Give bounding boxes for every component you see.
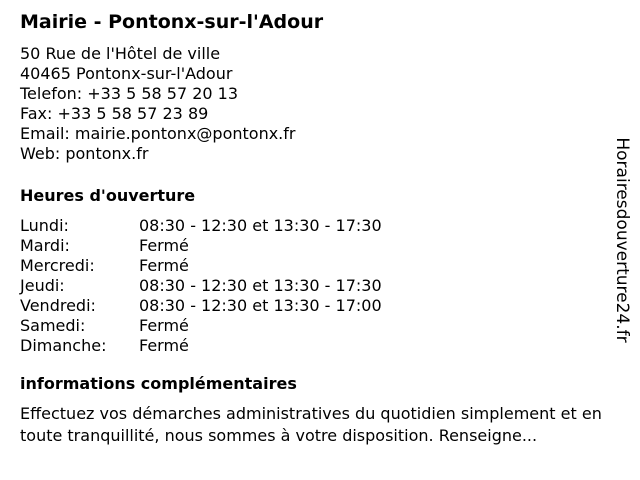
hours-time: Fermé xyxy=(139,236,189,255)
hours-row-monday xyxy=(20,216,610,236)
hours-day: Lundi: xyxy=(20,216,69,235)
hours-day: Jeudi: xyxy=(20,276,65,295)
hours-table xyxy=(20,216,610,356)
hours-row-saturday xyxy=(20,316,610,336)
email-address[interactable]: Email: mairie.pontonx@pontonx.fr xyxy=(20,124,296,143)
hours-row-friday xyxy=(20,296,610,316)
page-title: Mairie - Pontonx-sur-l'Adour xyxy=(20,11,324,33)
info-description: Effectuez vos démarches administratives du quotidien simplement et en toute tranquillité, nous sommes à votre disposition. Renseigne... xyxy=(20,404,602,445)
hours-time: 08:30 - 12:30 et 13:30 - 17:30 xyxy=(139,276,382,295)
hours-day: Vendredi: xyxy=(20,296,96,315)
listing-card xyxy=(20,8,610,447)
website-link[interactable]: Web: pontonx.fr xyxy=(20,144,149,163)
hours-time: 08:30 - 12:30 et 13:30 - 17:30 xyxy=(139,216,382,235)
hours-time: 08:30 - 12:30 et 13:30 - 17:00 xyxy=(139,296,382,315)
hours-row-sunday xyxy=(20,336,610,356)
phone-number[interactable]: Telefon: +33 5 58 57 20 13 xyxy=(20,84,239,103)
hours-time: Fermé xyxy=(139,336,189,355)
address-street: 50 Rue de l'Hôtel de ville xyxy=(20,44,221,63)
hours-heading: Heures d'ouverture xyxy=(20,186,196,205)
hours-row-tuesday xyxy=(20,236,610,256)
hours-time: Fermé xyxy=(139,256,189,275)
hours-day: Samedi: xyxy=(20,316,86,335)
hours-row-thursday xyxy=(20,276,610,296)
hours-day: Mardi: xyxy=(20,236,70,255)
site-brand-vertical: Horairesdouverture24.fr xyxy=(612,137,632,343)
address-city: 40465 Pontonx-sur-l'Adour xyxy=(20,64,233,83)
hours-row-wednesday xyxy=(20,256,610,276)
address-block xyxy=(20,44,610,164)
hours-time: Fermé xyxy=(139,316,189,335)
fax-number: Fax: +33 5 58 57 23 89 xyxy=(20,104,209,123)
info-heading: informations complémentaires xyxy=(20,374,297,393)
hours-day: Mercredi: xyxy=(20,256,95,275)
hours-day: Dimanche: xyxy=(20,336,107,355)
